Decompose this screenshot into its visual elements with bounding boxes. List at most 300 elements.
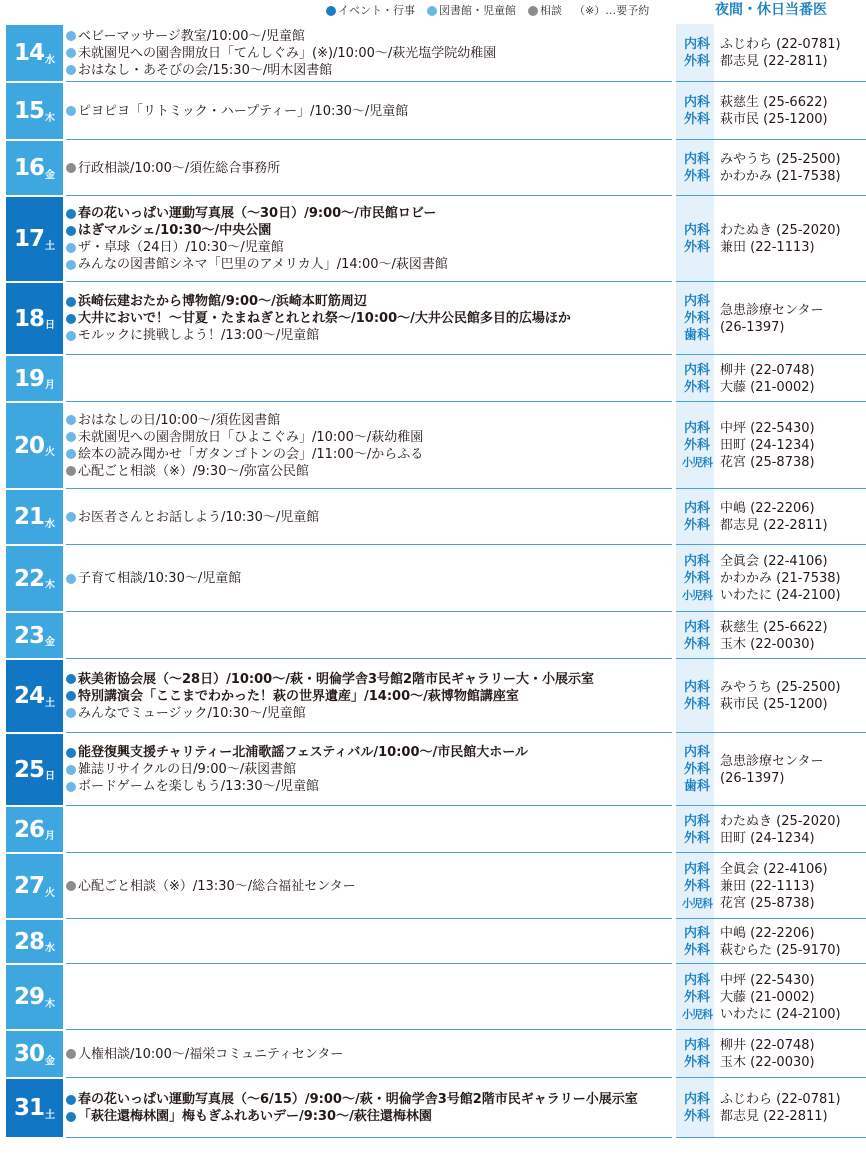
library-dot-icon	[66, 243, 76, 253]
duty-doctor	[676, 379, 866, 396]
event-text: モルックに挑戦しよう！/13:00～/児童館	[78, 328, 320, 343]
event-dot-icon	[66, 297, 76, 307]
duty-doctor	[676, 878, 866, 895]
duty-doctor	[676, 771, 866, 795]
legend-reserve: （※）…要予約	[574, 4, 650, 17]
department: 内科	[683, 223, 710, 238]
day-row-19	[0, 355, 866, 402]
weekday: 水	[45, 54, 55, 66]
event-list	[66, 919, 672, 964]
event-text: ベビーマッサージ教室/10:00～/児童館	[78, 28, 305, 44]
clinic-name: いわたに (24-2100)	[720, 588, 841, 603]
duty-doctors	[676, 355, 866, 402]
event-text: 行政相談/10:00～/須佐総合事務所	[78, 160, 281, 176]
event-dot-icon	[66, 314, 76, 324]
event-dot-icon	[66, 748, 76, 758]
weekday: 木	[45, 580, 55, 591]
department: 歯科	[683, 328, 710, 343]
clinic-name: (26-1397)	[720, 771, 785, 786]
date-cell	[6, 403, 63, 488]
department: 外科	[683, 762, 710, 777]
day-number: 19	[13, 365, 44, 392]
event-text: ピヨピヨ「リトミック・ハープティー」/10:30～/児童館	[78, 103, 409, 119]
date-cell	[6, 965, 63, 1029]
day-number: 21	[13, 504, 44, 530]
duty-doctor-header: 夜間・休日当番医	[715, 2, 827, 18]
duty-doctor	[676, 36, 866, 53]
day-number: 23	[13, 622, 44, 649]
clinic-name: 田町 (24-1234)	[720, 830, 815, 846]
day-number: 22	[13, 565, 44, 592]
consult-dot-icon	[66, 163, 76, 173]
clinic-name: ふじわら (22-0781)	[720, 1092, 841, 1107]
duty-doctor	[676, 1037, 866, 1054]
duty-doctor	[676, 239, 866, 256]
duty-doctors	[676, 196, 866, 282]
library-dot-icon	[66, 449, 76, 459]
library-dot-icon	[66, 260, 76, 270]
date-cell	[6, 490, 63, 544]
department: 内科	[683, 421, 710, 436]
legend	[326, 3, 649, 19]
event-text: おはなしの日/10:00～/須佐図書館	[78, 412, 281, 428]
clinic-name: 中嶋 (22-2206)	[720, 925, 815, 941]
day-row-17	[0, 196, 866, 282]
day-number: 27	[13, 873, 44, 899]
date-cell	[6, 546, 63, 611]
clinic-name: 大藤 (21-0002)	[720, 379, 815, 395]
department: 小児科	[682, 456, 712, 469]
event-item	[66, 1046, 672, 1063]
duty-doctors	[676, 964, 866, 1030]
duty-doctor	[676, 454, 866, 471]
department: 内科	[683, 745, 710, 760]
weekday: 木	[45, 112, 55, 124]
department: 内科	[683, 619, 710, 635]
duty-doctor	[676, 972, 866, 989]
day-number: 24	[13, 683, 44, 709]
event-item	[66, 160, 672, 177]
department: 小児科	[682, 896, 712, 910]
department: 外科	[683, 1109, 710, 1124]
event-text: 浜崎伝建おたから博物館/9:00～/浜崎本町筋周辺	[78, 294, 367, 309]
duty-doctor	[676, 111, 866, 128]
department: 内科	[683, 37, 710, 52]
duty-doctor	[676, 94, 866, 111]
clinic-name: 柳井 (22-0748)	[720, 1038, 815, 1053]
event-dot-icon	[66, 691, 76, 701]
event-list	[66, 853, 672, 919]
clinic-name: みやうち (25-2500)	[720, 680, 841, 695]
department: 内科	[683, 861, 710, 877]
department: 外科	[683, 379, 710, 395]
duty-doctors	[676, 24, 866, 82]
day-row-23	[0, 612, 866, 659]
department: 内科	[683, 972, 710, 988]
event-text: 大井においで！～甘夏・たまねぎとれとれ祭～/10:00～/大井公民館多目的広場ほか	[78, 311, 571, 326]
event-text: 「萩往還梅林園」梅もぎふれあいデー/9:30～/萩往還梅林園	[78, 1109, 432, 1124]
department: 外科	[683, 636, 710, 652]
date-cell	[6, 734, 63, 805]
event-item	[66, 570, 672, 587]
library-dot-icon	[66, 708, 76, 718]
event-list	[66, 140, 672, 196]
day-row-29	[0, 964, 866, 1030]
duty-doctor	[676, 696, 866, 713]
weekday: 金	[45, 637, 55, 648]
library-dot-icon	[66, 782, 76, 792]
department: 小児科	[682, 1007, 712, 1021]
clinic-name: 兼田 (22-1113)	[720, 878, 815, 894]
event-item	[66, 412, 672, 429]
clinic-name: 萩慈生 (25-6622)	[720, 619, 828, 635]
date-cell	[6, 283, 63, 354]
event-text: おはなし・あそびの会/15:30～/明木図書館	[78, 62, 333, 78]
day-number: 28	[13, 928, 44, 955]
event-item	[66, 205, 672, 222]
duty-doctors	[676, 853, 866, 919]
event-dot-icon	[66, 1112, 76, 1122]
duty-doctors	[676, 545, 866, 612]
library-dot-icon	[66, 574, 76, 584]
event-text: 雑誌リサイクルの日/9:00～/萩図書館	[78, 762, 297, 777]
day-row-28	[0, 919, 866, 964]
event-text: 心配ごと相談（※）/13:30～/総合福祉センター	[78, 878, 356, 894]
duty-doctor	[676, 320, 866, 344]
duty-doctor	[676, 517, 866, 534]
row-divider	[66, 1137, 672, 1138]
department: 外科	[683, 54, 710, 69]
duty-doctor	[676, 437, 866, 454]
event-text: みんなの図書館シネマ「巴里のアメリカ人」/14:00～/萩図書館	[78, 257, 448, 272]
duty-doctor	[676, 619, 866, 636]
department: 外科	[683, 878, 710, 894]
library-dot-icon	[66, 765, 76, 775]
department: 内科	[683, 501, 710, 516]
day-number: 30	[13, 1041, 44, 1067]
duty-doctors	[676, 1030, 866, 1078]
clinic-name: 都志見 (22-2811)	[720, 54, 828, 69]
weekday: 金	[45, 169, 55, 181]
event-item	[66, 256, 672, 273]
event-list	[66, 82, 672, 140]
library-dot-icon	[66, 65, 76, 75]
library-dot-icon	[66, 512, 76, 522]
day-number: 26	[13, 816, 44, 843]
event-item	[66, 293, 672, 310]
weekday: 水	[45, 943, 55, 954]
weekday: 月	[45, 831, 55, 842]
day-number: 14	[13, 40, 44, 66]
event-item	[66, 103, 672, 120]
clinic-name: 都志見 (22-2811)	[720, 518, 828, 533]
event-dot-icon	[326, 6, 336, 16]
library-dot-icon	[66, 432, 76, 442]
library-dot-icon	[66, 48, 76, 58]
event-text: 春の花いっぱい運動写真展（～30日）/9:00～/市民館ロビー	[78, 206, 437, 221]
clinic-name: 萩市民 (25-1200)	[720, 112, 828, 127]
event-text: 心配ごと相談（※）/9:30～/弥富公民館	[78, 463, 309, 479]
duty-doctor	[676, 830, 866, 847]
duty-doctor	[676, 679, 866, 696]
duty-doctor	[676, 925, 866, 942]
event-list	[66, 733, 672, 806]
clinic-name: 中嶋 (22-2206)	[720, 501, 815, 516]
date-cell	[6, 807, 63, 852]
library-dot-icon	[427, 6, 437, 16]
event-item	[66, 310, 672, 327]
event-item	[66, 463, 672, 480]
department: 内科	[683, 95, 710, 110]
day-number: 17	[13, 226, 44, 252]
date-cell	[6, 920, 63, 963]
day-row-31	[0, 1078, 866, 1138]
department: 外科	[683, 169, 710, 184]
department: 外科	[683, 571, 710, 586]
event-item	[66, 878, 672, 895]
duty-doctor	[676, 989, 866, 1006]
clinic-name: わたぬき (25-2020)	[720, 813, 841, 829]
event-dot-icon	[66, 209, 76, 219]
clinic-name: 田町 (24-1234)	[720, 438, 815, 453]
duty-doctor	[676, 942, 866, 959]
consult-dot-icon	[66, 1049, 76, 1059]
library-dot-icon	[66, 331, 76, 341]
duty-doctor	[676, 813, 866, 830]
weekday: 火	[45, 887, 55, 899]
day-number: 25	[13, 756, 44, 783]
department: 外科	[683, 830, 710, 846]
event-item	[66, 1091, 672, 1108]
duty-doctor	[676, 1108, 866, 1125]
duty-doctors	[676, 489, 866, 545]
event-item	[66, 222, 672, 239]
event-item	[66, 1108, 672, 1125]
duty-doctors	[676, 612, 866, 659]
clinic-name: 大藤 (21-0002)	[720, 989, 815, 1005]
weekday: 火	[45, 447, 55, 458]
event-item	[66, 705, 672, 722]
day-number: 18	[13, 305, 44, 332]
event-list	[66, 964, 672, 1030]
duty-doctor	[676, 1006, 866, 1023]
day-row-15	[0, 82, 866, 140]
duty-doctor	[676, 222, 866, 239]
day-row-24	[0, 659, 866, 733]
department: 外科	[683, 942, 710, 958]
duty-doctor	[676, 53, 866, 70]
department: 外科	[683, 311, 710, 326]
clinic-name: 玉木 (22-0030)	[720, 636, 815, 652]
department: 外科	[683, 518, 710, 533]
clinic-name: 花宮 (25-8738)	[720, 895, 815, 911]
duty-doctors	[676, 919, 866, 964]
event-text: ボードゲームを楽しもう/13:30～/児童館	[78, 779, 319, 794]
event-list	[66, 282, 672, 355]
date-cell	[6, 854, 63, 918]
weekday: 木	[45, 998, 55, 1010]
event-text: 春の花いっぱい運動写真展（～6/15）/9:00～/萩・明倫学舎3号館2階市民ギャラリー小展示室	[78, 1092, 638, 1107]
department: 内科	[683, 362, 710, 378]
day-row-20	[0, 402, 866, 489]
clinic-name: 全眞会 (22-4106)	[720, 861, 828, 877]
weekday: 水	[45, 518, 55, 530]
duty-doctor	[676, 362, 866, 379]
clinic-name: (26-1397)	[720, 320, 785, 335]
duty-doctor	[676, 553, 866, 570]
duty-doctor	[676, 861, 866, 878]
day-number: 31	[13, 1095, 44, 1121]
event-text: 未就園児への園舎開放日「ひよこぐみ」/10:00～/萩幼稚園	[78, 429, 424, 445]
event-text: ザ・卓球（24日）/10:30～/児童館	[78, 240, 284, 255]
clinic-name: 中坪 (22-5430)	[720, 421, 815, 436]
event-item	[66, 28, 672, 45]
department: 内科	[683, 680, 710, 695]
clinic-name: かわかみ (21-7538)	[720, 169, 841, 184]
event-text: 萩美術協会展（～28日）/10:00～/萩・明倫学舎3号館2階市民ギャラリー大・小展示室	[78, 671, 595, 687]
day-number: 15	[13, 98, 44, 124]
department: 内科	[683, 925, 710, 941]
event-list	[66, 612, 672, 659]
event-item	[66, 45, 672, 62]
duty-doctors	[676, 733, 866, 806]
duty-doctor	[676, 168, 866, 185]
clinic-name: 急患診療センター	[720, 754, 824, 769]
duty-doctors	[676, 402, 866, 489]
event-dot-icon	[66, 674, 76, 684]
event-list	[66, 24, 672, 82]
event-text: 未就園児への園舎開放日「てんしぐみ」(※)/10:00～/萩光塩学院幼稚園	[78, 45, 497, 61]
date-cell	[6, 141, 63, 195]
weekday: 土	[45, 240, 55, 252]
date-cell	[6, 660, 63, 732]
date-cell	[6, 83, 63, 139]
library-dot-icon	[66, 31, 76, 41]
event-list	[66, 196, 672, 282]
clinic-name: わたぬき (25-2020)	[720, 223, 841, 238]
date-cell	[6, 197, 63, 281]
event-item	[66, 688, 672, 705]
event-dot-icon	[66, 1095, 76, 1105]
event-list	[66, 1078, 672, 1138]
event-item	[66, 239, 672, 256]
day-row-25	[0, 733, 866, 806]
event-item	[66, 761, 672, 778]
day-number: 16	[13, 155, 44, 181]
clinic-name: 都志見 (22-2811)	[720, 1109, 828, 1124]
day-row-16	[0, 140, 866, 196]
event-item	[66, 429, 672, 446]
department: 小児科	[682, 589, 712, 602]
clinic-name: かわかみ (21-7538)	[720, 571, 841, 586]
clinic-name: 兼田 (22-1113)	[720, 240, 815, 255]
day-row-14	[0, 24, 866, 82]
day-row-27	[0, 853, 866, 919]
clinic-name: 萩市民 (25-1200)	[720, 697, 828, 712]
duty-doctor	[676, 636, 866, 653]
day-row-18	[0, 282, 866, 355]
clinic-name: 花宮 (25-8738)	[720, 455, 815, 470]
day-row-26	[0, 806, 866, 853]
department: 外科	[683, 438, 710, 453]
legend-event: イベント・行事	[326, 3, 415, 19]
duty-doctors	[676, 806, 866, 853]
date-cell	[6, 356, 63, 401]
event-text: みんなでミュージック/10:30～/児童館	[78, 705, 306, 721]
clinic-name: みやうち (25-2500)	[720, 152, 841, 167]
event-text: 特別講演会「ここまでわかった！萩の世界遺産」/14:00～/萩博物館講座室	[78, 688, 519, 704]
duty-doctors	[676, 659, 866, 733]
event-text: 能登復興支援チャリティー北浦歌謡フェスティバル/10:00～/市民館大ホール	[78, 745, 528, 760]
department: 外科	[683, 1055, 710, 1070]
event-item	[66, 446, 672, 463]
department: 歯科	[683, 779, 710, 794]
legend-library: 図書館・児童館	[427, 3, 516, 19]
clinic-name: 中坪 (22-5430)	[720, 972, 815, 988]
department: 内科	[683, 1092, 710, 1107]
department: 内科	[683, 294, 710, 309]
event-dot-icon	[66, 226, 76, 236]
date-cell	[6, 1031, 63, 1077]
event-item	[66, 62, 672, 79]
event-text: はぎマルシェ/10:30～/中央公園	[78, 223, 272, 238]
weekday: 月	[45, 380, 55, 391]
consult-dot-icon	[528, 6, 538, 16]
event-item	[66, 327, 672, 344]
consult-dot-icon	[66, 881, 76, 891]
duty-doctor	[676, 1091, 866, 1108]
date-cell	[6, 25, 63, 81]
department: 外科	[683, 989, 710, 1005]
duty-doctor	[676, 587, 866, 604]
event-list	[66, 489, 672, 545]
day-number: 29	[13, 984, 44, 1010]
department: 外科	[683, 697, 710, 712]
department: 内科	[683, 1038, 710, 1053]
department: 内科	[683, 813, 710, 829]
clinic-name: 玉木 (22-0030)	[720, 1055, 815, 1070]
duty-doctor	[676, 420, 866, 437]
department: 内科	[683, 554, 710, 569]
clinic-name: いわたに (24-2100)	[720, 1006, 841, 1022]
weekday: 土	[45, 1109, 55, 1121]
weekday: 日	[45, 320, 55, 331]
duty-doctors	[676, 140, 866, 196]
event-list	[66, 402, 672, 489]
legend-consult: 相談	[528, 3, 562, 19]
weekday: 土	[45, 697, 55, 709]
event-text: 子育て相談/10:30～/児童館	[78, 571, 242, 586]
row-divider	[676, 1137, 866, 1138]
clinic-name: 萩むらた (25-9170)	[720, 942, 841, 958]
event-item	[66, 744, 672, 761]
event-item	[66, 509, 672, 526]
event-text: お医者さんとお話しよう/10:30～/児童館	[78, 509, 320, 525]
duty-doctor	[676, 151, 866, 168]
duty-doctor	[676, 895, 866, 912]
event-item	[66, 671, 672, 688]
event-list	[66, 545, 672, 612]
event-item	[66, 778, 672, 795]
department: 外科	[683, 112, 710, 127]
clinic-name: ふじわら (22-0781)	[720, 37, 841, 52]
duty-doctors	[676, 282, 866, 355]
duty-doctors	[676, 82, 866, 140]
duty-doctor	[676, 500, 866, 517]
clinic-name: 全眞会 (22-4106)	[720, 554, 828, 569]
department: 内科	[683, 152, 710, 167]
date-cell	[6, 1079, 63, 1137]
